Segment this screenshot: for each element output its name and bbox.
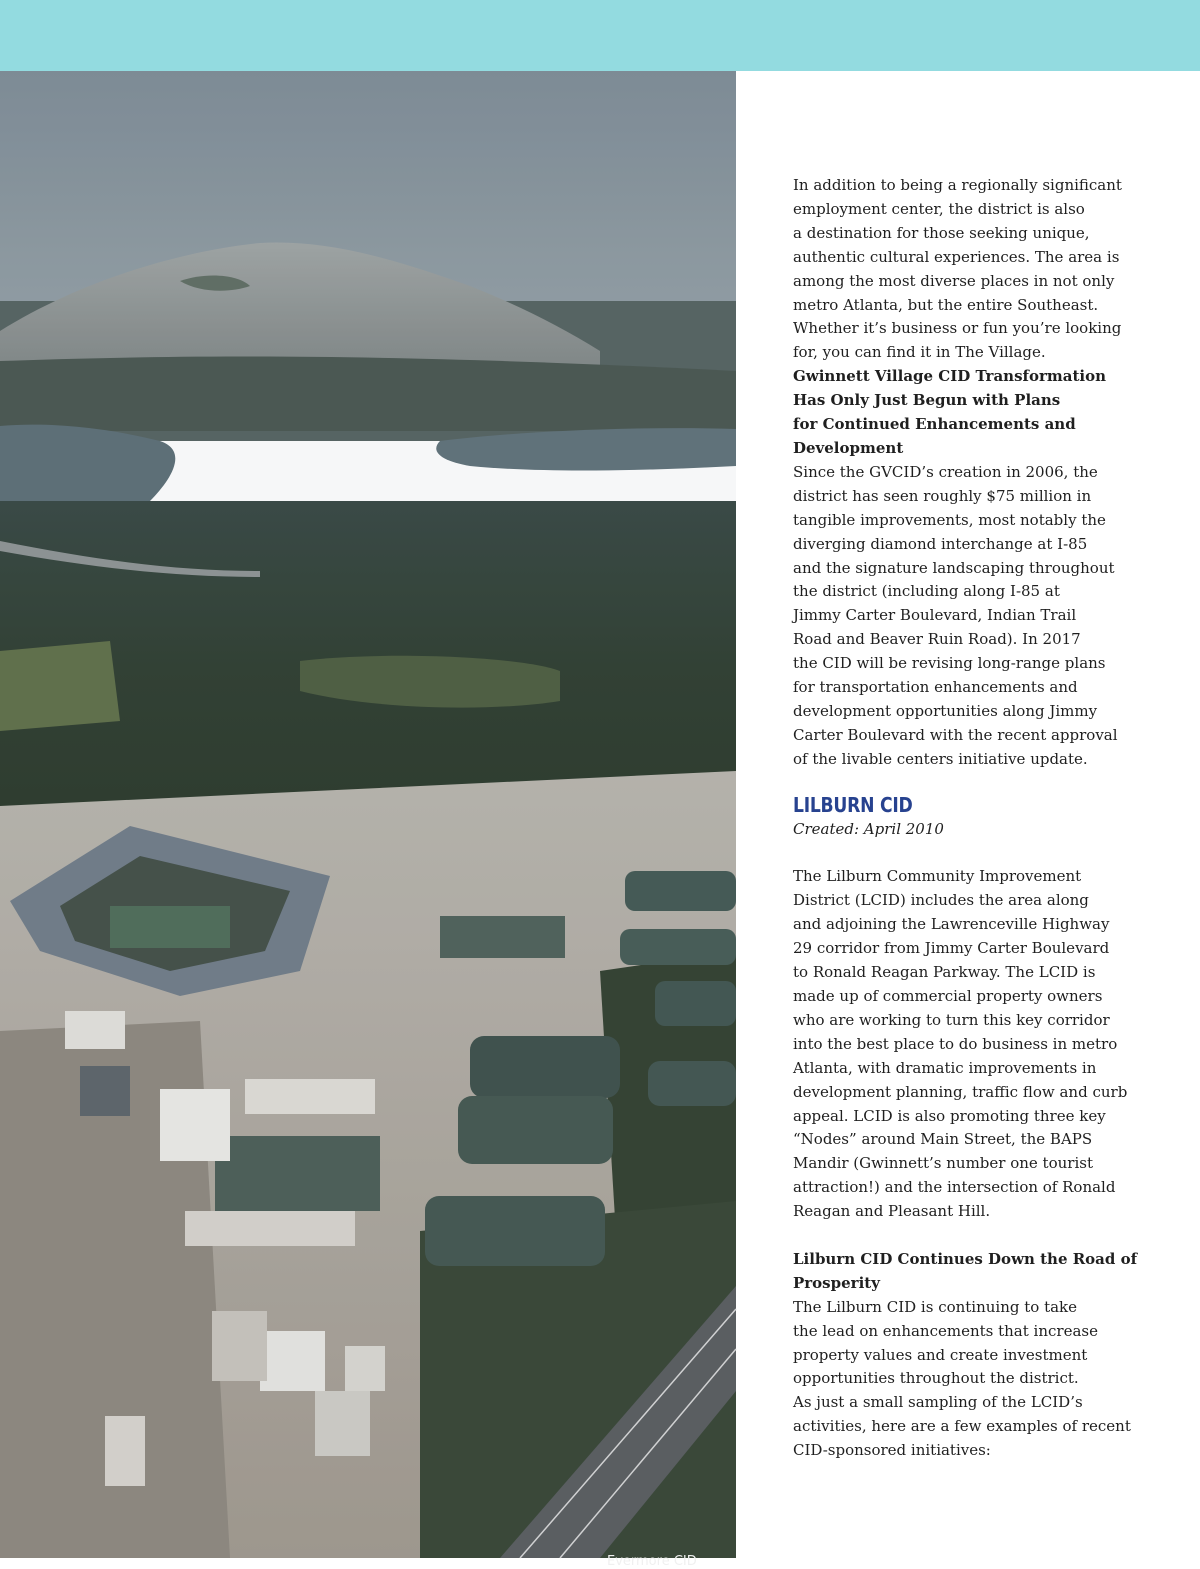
lilburn-body-line: and adjoining the Lawrenceville Highway bbox=[793, 915, 1110, 934]
lilburn-section-title: LILBURN CID bbox=[793, 792, 913, 817]
gvcid-heading-line: Gwinnett Village CID Transformation bbox=[793, 367, 1107, 386]
gvcid-body-line: the district (including along I-85 at bbox=[793, 582, 1060, 601]
gvcid-body-line: Since the GVCID’s creation in 2006, the bbox=[793, 462, 1098, 481]
gvcid-body-line: of the livable centers initiative update. bbox=[793, 749, 1088, 768]
gvcid-body-line: tangible improvements, most notably the bbox=[793, 510, 1106, 529]
lilburn-body-line: made up of commercial property owners bbox=[793, 986, 1103, 1005]
lilburn-body-line: Reagan and Pleasant Hill. bbox=[793, 1202, 991, 1221]
lilburn-body-line: Mandir (Gwinnett’s number one tourist bbox=[793, 1154, 1093, 1173]
lilburn-body2-line: As just a small sampling of the LCID’s bbox=[793, 1393, 1083, 1412]
lilburn-subheading-line: Lilburn CID Continues Down the Road of bbox=[793, 1249, 1138, 1268]
lilburn-body-line: who are working to turn this key corridor bbox=[793, 1010, 1110, 1029]
gvcid-heading-line: Has Only Just Begun with Plans bbox=[793, 391, 1061, 410]
lilburn-body-line: into the best place to do business in metro bbox=[793, 1034, 1118, 1053]
lilburn-body bbox=[793, 865, 1148, 1224]
lilburn-body2-line: CID-sponsored initiatives: bbox=[793, 1441, 991, 1460]
gvcid-body-line: diverging diamond interchange at I-85 bbox=[793, 534, 1088, 553]
lilburn-body-line: District (LCID) includes the area along bbox=[793, 891, 1089, 910]
intro-line: among the most diverse places in not only bbox=[793, 271, 1115, 290]
gvcid-body-line: Jimmy Carter Boulevard, Indian Trail bbox=[793, 606, 1077, 625]
intro-line: authentic cultural experiences. The area is bbox=[793, 247, 1120, 266]
gvcid-body-line: Carter Boulevard with the recent approval bbox=[793, 725, 1118, 744]
lilburn-subheading-line: Prosperity bbox=[793, 1273, 880, 1292]
gvcid-heading-line: Development bbox=[793, 438, 904, 457]
gvcid-heading bbox=[793, 365, 1148, 461]
lilburn-body-line: appeal. LCID is also promoting three key bbox=[793, 1106, 1106, 1125]
lilburn-body-line: 29 corridor from Jimmy Carter Boulevard bbox=[793, 939, 1110, 958]
lilburn-body-line: attraction!) and the intersection of Ronald bbox=[793, 1178, 1116, 1197]
intro-line: a destination for those seeking unique, bbox=[793, 223, 1090, 242]
header-band bbox=[0, 0, 1200, 71]
lilburn-subheading bbox=[793, 1248, 1148, 1296]
lilburn-body-2 bbox=[793, 1296, 1148, 1463]
lilburn-body-line: to Ronald Reagan Parkway. The LCID is bbox=[793, 963, 1096, 982]
gvcid-body-line: for transportation enhancements and bbox=[793, 678, 1078, 697]
gvcid-body-line: development opportunities along Jimmy bbox=[793, 701, 1098, 720]
gvcid-body bbox=[793, 461, 1148, 772]
gvcid-body-line: and the signature landscaping throughout bbox=[793, 558, 1115, 577]
intro-line: employment center, the district is also bbox=[793, 199, 1085, 218]
lilburn-body-line: Atlanta, with dramatic improvements in bbox=[793, 1058, 1097, 1077]
intro-line: for, you can find it in The Village. bbox=[793, 343, 1046, 362]
gvcid-body-line: Road and Beaver Ruin Road). In 2017 bbox=[793, 630, 1081, 649]
lilburn-body2-line: the lead on enhancements that increase bbox=[793, 1321, 1098, 1340]
intro-line: metro Atlanta, but the entire Southeast. bbox=[793, 295, 1099, 314]
aerial-photo-illustration bbox=[0, 71, 736, 1558]
photo-caption: Evermore CID bbox=[607, 1554, 697, 1569]
gvcid-body-line: district has seen roughly $75 million in bbox=[793, 486, 1092, 505]
lilburn-body-line: development planning, traffic flow and curb bbox=[793, 1082, 1128, 1101]
gvcid-body-line: the CID will be revising long-range plans bbox=[793, 654, 1106, 673]
lilburn-body2-line: opportunities throughout the district. bbox=[793, 1369, 1079, 1388]
article-column bbox=[793, 174, 1148, 1463]
gvcid-heading-line: for Continued Enhancements and bbox=[793, 415, 1076, 434]
lilburn-body-line: The Lilburn Community Improvement bbox=[793, 867, 1082, 886]
aerial-photo bbox=[0, 71, 736, 1569]
intro-line: Whether it’s business or fun you’re looking bbox=[793, 319, 1122, 338]
paragraph-gap bbox=[793, 1224, 1148, 1248]
lilburn-body2-line: activities, here are a few examples of recent bbox=[793, 1417, 1131, 1436]
lilburn-body-line: “Nodes” around Main Street, the BAPS bbox=[793, 1130, 1093, 1149]
lilburn-created-date: Created: April 2010 bbox=[793, 819, 944, 838]
intro-paragraph bbox=[793, 174, 1148, 365]
intro-line: In addition to being a regionally significant bbox=[793, 176, 1122, 194]
lilburn-body2-line: property values and create investment bbox=[793, 1345, 1088, 1364]
lilburn-body2-line: The Lilburn CID is continuing to take bbox=[793, 1297, 1078, 1316]
